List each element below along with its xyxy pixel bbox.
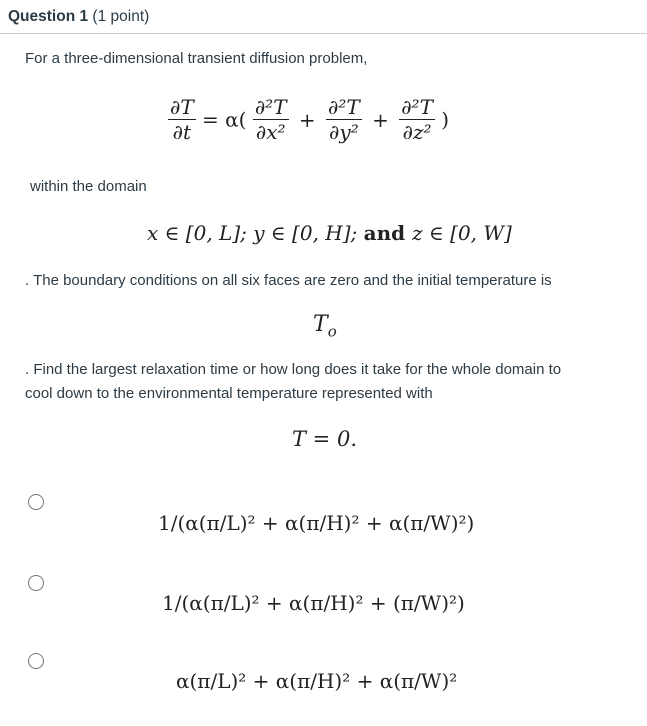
- domain-x: x ∈ [0, L];: [147, 221, 254, 245]
- plus-sign: +: [372, 107, 389, 132]
- term-y-numerator: ∂²T: [328, 95, 360, 119]
- option-1-label[interactable]: 1/(α(π/L)² + α(π/H)² + α(π/W)²): [158, 511, 475, 535]
- term-z-fraction: [399, 95, 435, 144]
- option-1-radio[interactable]: [28, 494, 44, 510]
- question-title: Question 1: [8, 8, 89, 25]
- initial-temp-subscript: o: [327, 322, 337, 341]
- term-z-numerator: ∂²T: [401, 95, 433, 119]
- initial-temperature: [313, 312, 337, 340]
- domain-expression: [147, 221, 512, 245]
- term-x-fraction: [253, 95, 289, 144]
- close-paren: ): [441, 107, 450, 132]
- question-header: [8, 8, 149, 26]
- lhs-denominator: ∂t: [168, 119, 196, 144]
- diffusion-equation: [168, 95, 449, 144]
- term-x-denominator: ∂x²: [253, 119, 289, 144]
- plus-sign: +: [298, 107, 316, 132]
- header-divider: [0, 33, 647, 34]
- find-text-line-2: cool down to the environmental temperature represented with: [25, 385, 433, 402]
- option-2-radio[interactable]: [28, 575, 44, 591]
- question-points: (1 point): [92, 8, 150, 25]
- term-x-numerator: ∂²T: [254, 95, 287, 119]
- option-3-radio[interactable]: [28, 653, 44, 669]
- lhs-numerator: ∂T: [170, 95, 194, 119]
- find-text-line-1: . Find the largest relaxation time or how long does it take for the whole domain to: [25, 361, 562, 378]
- term-y-fraction: [326, 95, 362, 144]
- option-2-label[interactable]: 1/(α(π/L)² + α(π/H)² + (π/W)²): [162, 591, 465, 615]
- term-y-denominator: ∂y²: [326, 119, 362, 144]
- domain-and: and: [363, 221, 413, 245]
- equals-alpha: = α(: [202, 107, 247, 132]
- question-intro: For a three-dimensional transient diffusion problem,: [25, 50, 368, 67]
- term-z-denominator: ∂z²: [399, 119, 435, 144]
- boundary-text: . The boundary conditions on all six faces are zero and the initial temperature is: [25, 272, 552, 289]
- initial-temp-symbol: T: [313, 312, 328, 337]
- environment-temperature: T = 0.: [292, 427, 357, 451]
- domain-y: y ∈ [0, H];: [253, 221, 364, 245]
- domain-label: within the domain: [30, 178, 147, 195]
- lhs-fraction: [168, 95, 196, 144]
- domain-z: z ∈ [0, W]: [412, 221, 512, 245]
- option-3-label[interactable]: α(π/L)² + α(π/H)² + α(π/W)²: [176, 669, 458, 693]
